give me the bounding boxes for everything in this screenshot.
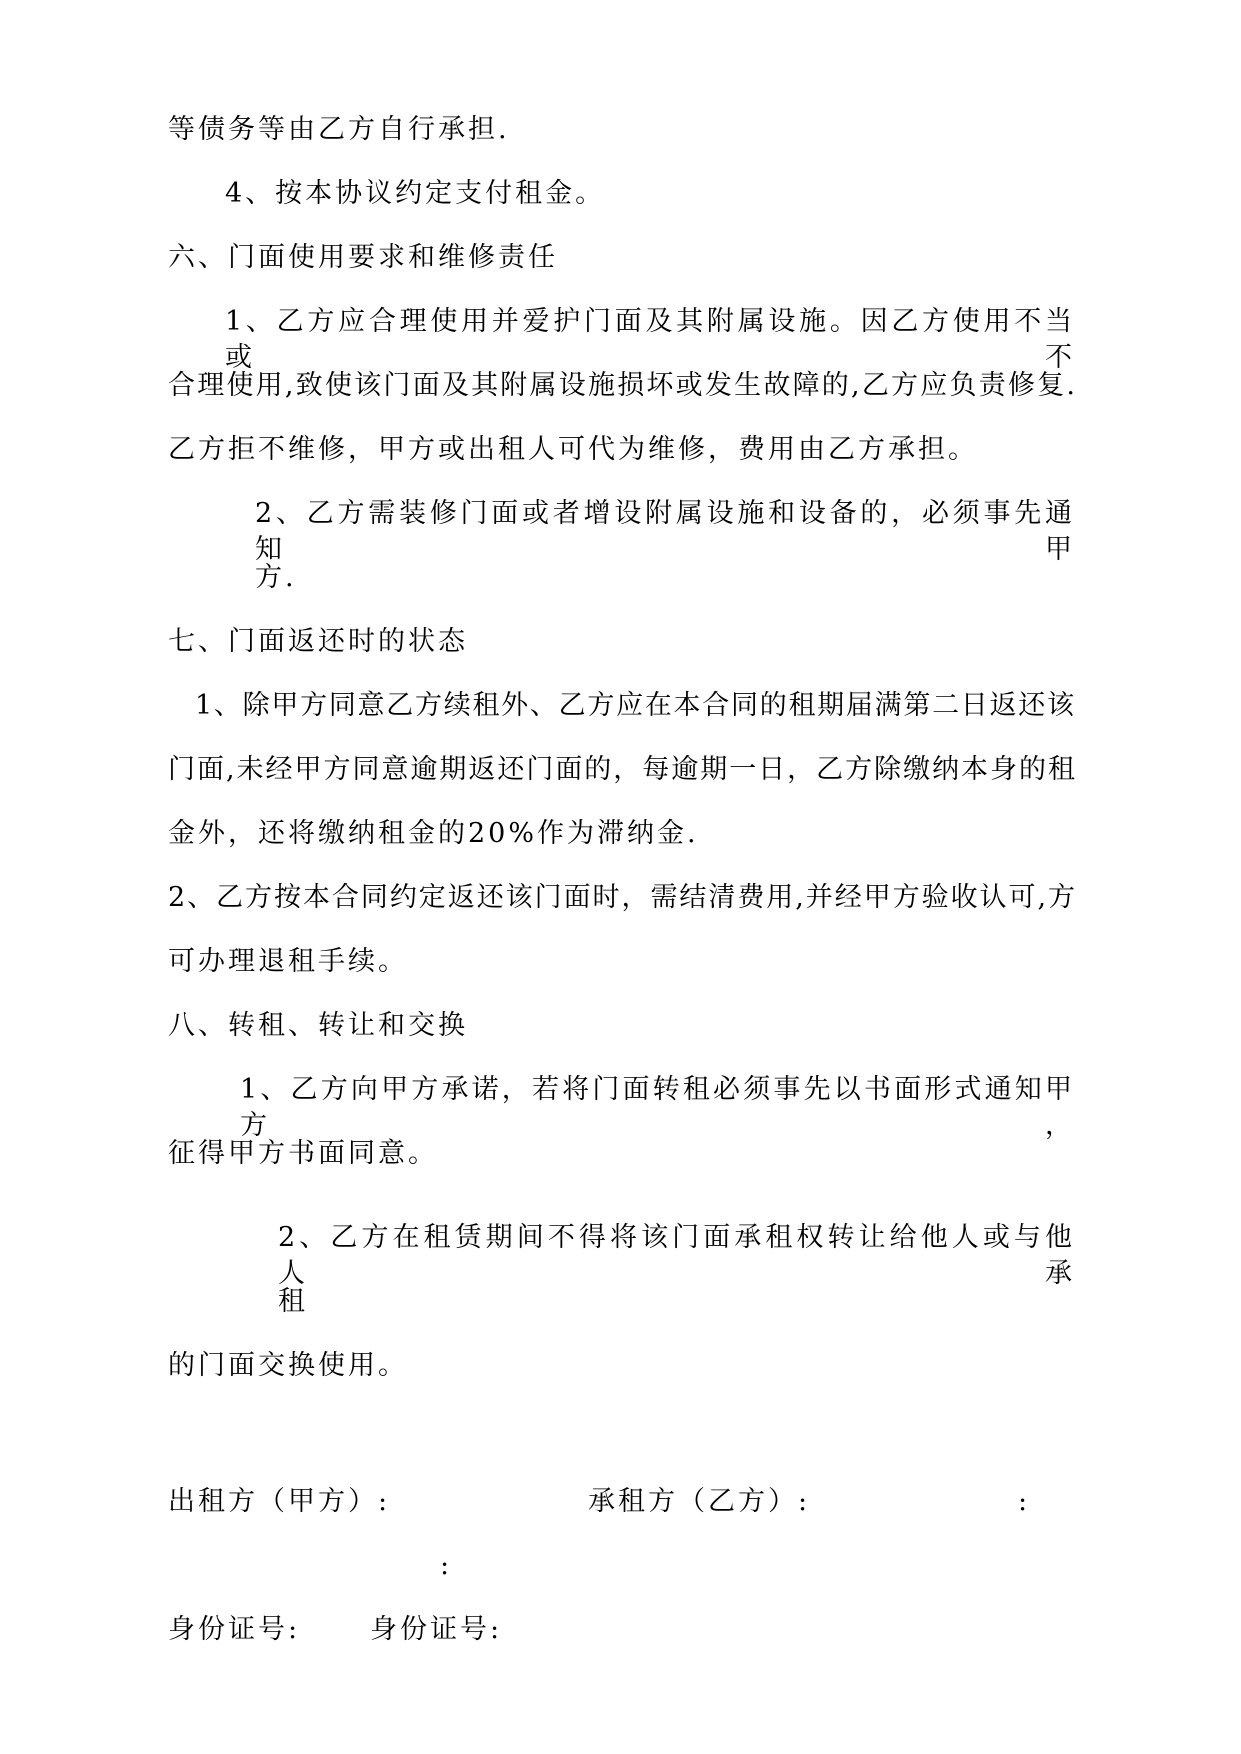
clause-line: 乙方拒不维修，甲方或出租人可代为维修，费用由乙方承担。 (168, 434, 978, 465)
lessor-id-label: 身份证号: (168, 1614, 301, 1645)
clause-line: 方. (255, 562, 297, 593)
clause-line: 金外，还将缴纳租金的20%作为滞纳金. (168, 818, 699, 849)
clause-line: 4、按本协议约定支付租金。 (225, 178, 606, 209)
clause-line: 1、乙方向甲方承诺，若将门面转租必须事先以书面形式通知甲方， (240, 1074, 1075, 1141)
lessee-id-label: 身份证号: (370, 1614, 503, 1645)
clause-line: 租 (278, 1286, 308, 1317)
clause-line: 可办理退租手续。 (168, 946, 408, 977)
clause-line: 的门面交换使用。 (168, 1350, 408, 1381)
lessee-signature-label: 承租方（乙方）: (588, 1486, 811, 1517)
signature-colon: : (440, 1550, 453, 1581)
signature-colon: : (1018, 1486, 1031, 1517)
clause-line: 门面,未经甲方同意逾期返还门面的，每逾期一日，乙方除缴纳本身的租 (168, 754, 1075, 785)
clause-line: 1、乙方应合理使用并爱护门面及其附属设施。因乙方使用不当或不 (225, 306, 1075, 373)
section-heading-7: 七、门面返还时的状态 (168, 626, 468, 657)
clause-line: 等债务等由乙方自行承担. (168, 114, 510, 145)
clause-line: 2、乙方按本合同约定返还该门面时，需结清费用,并经甲方验收认可,方 (168, 882, 1075, 913)
clause-line: 2、乙方在租赁期间不得将该门面承租权转让给他人或与他人承 (278, 1222, 1075, 1289)
lessor-signature-label: 出租方（甲方）: (168, 1486, 391, 1517)
clause-line: 2、乙方需装修门面或者增设附属设施和设备的，必须事先通知甲 (255, 498, 1075, 565)
section-heading-8: 八、转租、转让和交换 (168, 1010, 468, 1041)
clause-line: 1、除甲方同意乙方续租外、乙方应在本合同的租期届满第二日返还该 (195, 690, 1075, 721)
clause-line: 合理使用,致使该门面及其附属设施损坏或发生故障的,乙方应负责修复. (168, 370, 1075, 401)
clause-line: 征得甲方书面同意。 (168, 1138, 438, 1169)
section-heading-6: 六、门面使用要求和维修责任 (168, 242, 558, 273)
